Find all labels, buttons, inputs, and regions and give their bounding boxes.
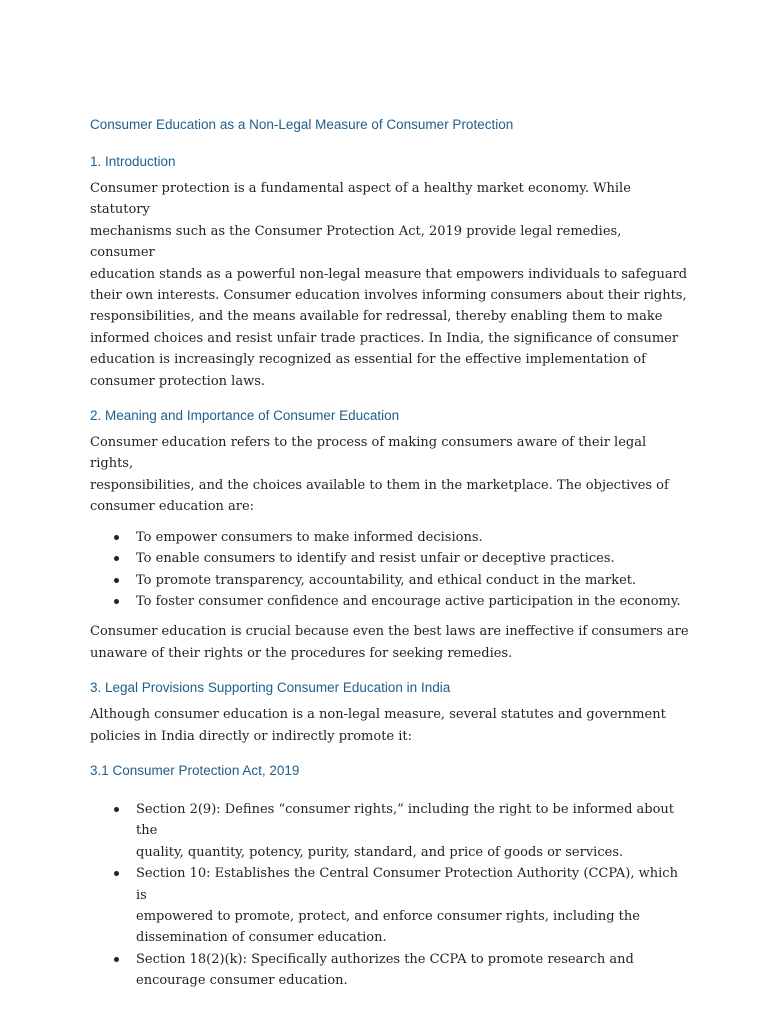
meaning-paragraph: [90, 432, 690, 518]
paragraph-line: consumer protection laws.: [90, 373, 266, 389]
paragraph-line: education stands as a powerful non-legal measure that empowers individuals to safeguard: [90, 266, 688, 282]
objectives-list: [90, 527, 690, 613]
bullet-icon: [114, 599, 119, 604]
bullet-icon: [114, 957, 119, 962]
paragraph-line: consumer education are:: [90, 499, 255, 515]
paragraph-line: policies in India directly or indirectly promote it:: [90, 728, 413, 744]
paragraph-line: Although consumer education is a non-legal measure, several statutes and government: [90, 707, 666, 723]
list-item: To enable consumers to identify and resist unfair or deceptive practices.: [90, 548, 690, 569]
paragraph-line: Consumer education refers to the process of making consumers aware of their legal rights,: [90, 435, 647, 472]
document-page: [90, 115, 690, 992]
subsection-heading-cpa-2019: 3.1 Consumer Protection Act, 2019: [90, 762, 300, 778]
intro-paragraph: [90, 178, 690, 392]
list-item: Section 2(9): Defines “consumer rights,” including the right to be informed about the quality, quantity, potency, purity, standard, and price of goods or services.: [90, 799, 690, 863]
paragraph-line: informed choices and resist unfair trade practices. In India, the significance of consumer: [90, 330, 679, 346]
bullet-icon: [114, 807, 119, 812]
list-item: To foster consumer confidence and encourage active participation in the economy.: [90, 591, 690, 612]
section-heading-introduction: 1. Introduction: [90, 154, 176, 169]
list-item: Section 18(2)(k): Specifically authorizes the CCPA to promote research and encourage consumer education.: [90, 949, 690, 992]
bullet-icon: [114, 578, 119, 583]
cpa-sections-list: [90, 799, 690, 992]
list-item: To empower consumers to make informed decisions.: [90, 527, 690, 548]
meaning-closing-paragraph: [90, 621, 690, 664]
section-heading-legal-provisions: 3. Legal Provisions Supporting Consumer Education in India: [90, 680, 451, 696]
paragraph-line: Consumer protection is a fundamental aspect of a healthy market economy. While statutory: [90, 181, 631, 218]
paragraph-line: education is increasingly recognized as essential for the effective implementation of: [90, 352, 646, 368]
section-heading-meaning: 2. Meaning and Importance of Consumer Education: [90, 408, 400, 424]
paragraph-line: Consumer education is crucial because even the best laws are ineffective if consumers are: [90, 624, 689, 640]
paragraph-line: their own interests. Consumer education involves informing consumers about their rights,: [90, 288, 687, 304]
paragraph-line: responsibilities, and the choices available to them in the marketplace. The objectives of: [90, 477, 669, 493]
paragraph-line: responsibilities, and the means available for redressal, thereby enabling them to make: [90, 309, 663, 325]
document-title: Consumer Education as a Non-Legal Measure of Consumer Protection: [90, 117, 514, 132]
legal-paragraph: [90, 704, 690, 747]
bullet-icon: [114, 871, 119, 876]
bullet-icon: [114, 556, 119, 561]
list-item: To promote transparency, accountability, and ethical conduct in the market.: [90, 570, 690, 591]
bullet-icon: [114, 535, 119, 540]
paragraph-line: unaware of their rights or the procedures for seeking remedies.: [90, 645, 513, 661]
list-item: Section 10: Establishes the Central Consumer Protection Authority (CCPA), which is empowered to promote, protect, and enforce consumer rights, including the dissemination of consumer education.: [90, 863, 690, 949]
paragraph-line: mechanisms such as the Consumer Protection Act, 2019 provide legal remedies, consumer: [90, 223, 622, 261]
